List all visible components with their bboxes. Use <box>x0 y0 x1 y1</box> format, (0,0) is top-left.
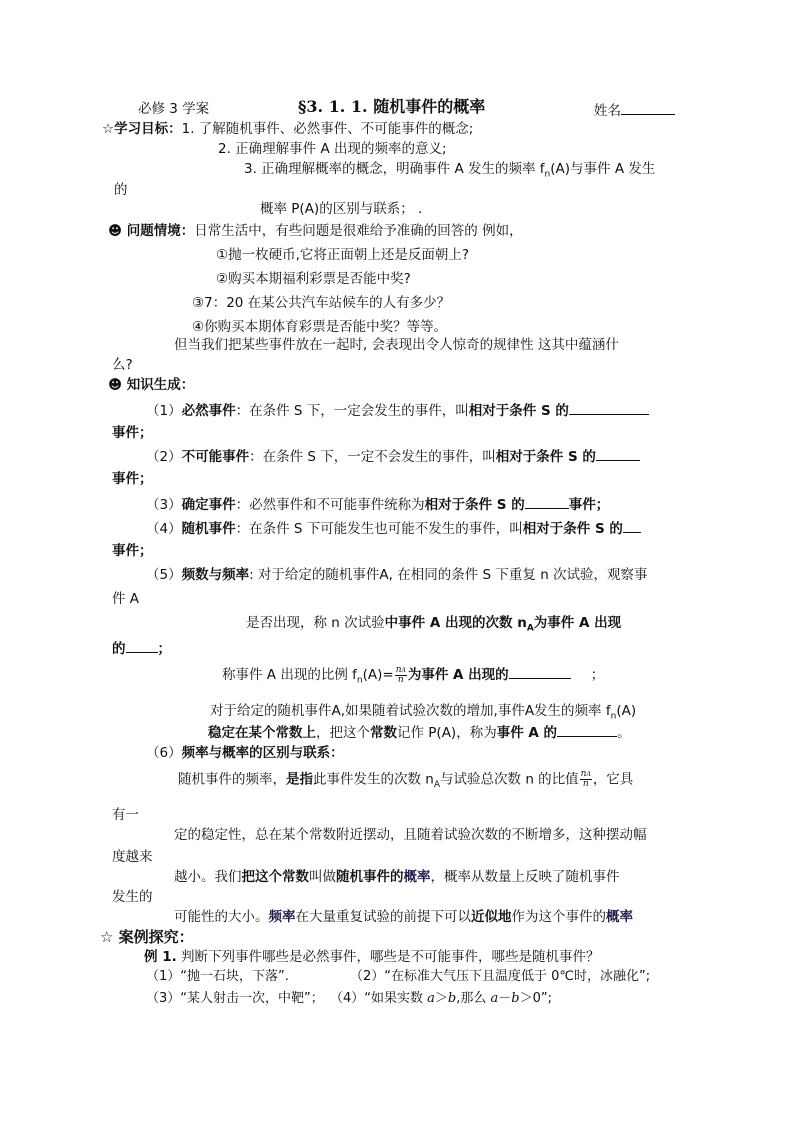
k6-p1-e: ，它具 <box>592 771 634 788</box>
question-2: ②购买本期福利彩票是否能中奖? <box>216 271 411 287</box>
k6-p4-d: 近似地 <box>471 909 512 925</box>
case-1: （1）“抛一石块，下落”. <box>146 969 289 984</box>
k6-p3-f: ，概率从数量上反映了随机事件 <box>430 869 620 885</box>
k5-stab-a: 对于给定的随机事件A,如果随着试验次数的增加,事件A发生的频率 f <box>210 703 611 719</box>
knowledge-2 <box>146 446 640 466</box>
k3-text: ：必然事件和不可能事件统称为 <box>235 497 425 513</box>
k6-p1-sub: A <box>433 780 441 791</box>
k5-stab2-c: 常数 <box>370 725 397 741</box>
k5-line2-b: 中事件 A 出现的次数 n <box>384 615 527 631</box>
knowledge-5-wrap: 件 A <box>112 591 140 607</box>
example-1 <box>144 948 600 966</box>
case-4-var-b: b <box>447 991 457 1006</box>
k5-num: （5） <box>146 567 182 583</box>
case-4-gt: ＞ <box>434 991 448 1006</box>
k3-num: （3） <box>146 497 182 513</box>
k5-ratio-end: ； <box>590 667 605 683</box>
objectives-label: ☆学习目标： <box>102 121 182 137</box>
k3-end: 事件； <box>568 497 610 513</box>
k5-text: : 对于给定的随机事件A, 在相同的条件 S 下重复 n 次试验，观察事 <box>249 567 648 583</box>
k5-stab2-blank <box>557 722 617 737</box>
knowledge-5-stab2 <box>208 722 631 742</box>
case-2: （2）“在标准大气压下且温度低于 0℃时，冰融化”; <box>350 969 651 984</box>
name-label: 姓名 <box>594 103 621 119</box>
k1-blank <box>569 400 649 415</box>
k5-ratio-sub: n <box>356 675 363 686</box>
knowledge-6-p2-wrap: 度越来 <box>112 849 153 865</box>
ratio-denominator: n <box>582 779 589 789</box>
case-3: （3）“某人射击一次，中靶”； <box>146 991 324 1006</box>
k6-p4-e: 作为这个事件的 <box>511 909 606 925</box>
k2-num: （2） <box>146 449 182 465</box>
k6-num: （6） <box>146 745 182 761</box>
k2-blank <box>596 446 640 461</box>
ratio-num: n <box>580 769 587 779</box>
knowledge-6-p1 <box>178 770 633 794</box>
objective-3-cont: 概率 P(A)的区别与联系； . <box>260 201 423 217</box>
k2-text: ：在条件 S 下，一定不会发生的事件，叫 <box>249 449 496 465</box>
situation-intro <box>108 222 523 240</box>
course-label: 必修 3 学案 <box>138 101 210 117</box>
k3-blank <box>525 494 569 509</box>
situation-summary-2: 么? <box>112 357 133 373</box>
ratio-num-sub: A <box>586 771 591 778</box>
cases-label: ☆ 案例探究： <box>100 928 194 946</box>
ratio-fraction <box>580 770 592 789</box>
case-4-then: ,那么 <box>456 991 491 1006</box>
k5-stab2-end: 。 <box>617 725 631 741</box>
case-4-end: ＞0”; <box>519 991 553 1006</box>
k4-term: 随机事件 <box>181 521 236 537</box>
case-4-a: （4）“如果实数 <box>330 991 428 1006</box>
k6-p4-c: 在大量重复试验的前提下可以 <box>295 909 471 925</box>
knowledge-label: ☻ 知识生成： <box>108 377 195 393</box>
frac-num: n <box>395 664 402 675</box>
k5-stab2-e: 事件 A 的 <box>496 725 558 741</box>
k6-p4-b: 频率 <box>268 909 296 925</box>
knowledge-3 <box>146 494 609 514</box>
k5-ratio-blank <box>509 664 571 679</box>
k6-p3-a: 越小。我们 <box>174 869 242 885</box>
situation-text: 日常生活中，有些问题是很难给予准确的回答的 例如， <box>194 223 523 239</box>
objective-3-wrap: 的 <box>114 182 128 198</box>
k6-p3-d: 随机事件的 <box>336 869 404 885</box>
k6-term: 频率与概率的区别与联系 <box>181 745 331 761</box>
knowledge-4-end: 事件； <box>112 543 153 559</box>
k2-term: 不可能事件 <box>181 449 250 465</box>
objective-3-text-a: 3. 正确理解概率的概念，明确事件 A 发生的频率 f <box>244 161 545 177</box>
knowledge-5 <box>146 566 648 584</box>
case-4-var-a2: a <box>490 991 499 1006</box>
knowledge-4 <box>146 518 641 538</box>
situation-summary-1: 但当我们把某些事件放在一起时, 会表现出令人惊奇的规律性 这其中蕴涵什 <box>174 337 619 353</box>
question-3: ③7：20 在某公共汽车站候车的人有多少？ <box>192 295 451 311</box>
k6-p3-c: 叫做 <box>309 869 336 885</box>
k5-line3-end: ； <box>157 641 171 657</box>
objectives-line1 <box>102 120 473 138</box>
case-4-var-a: a <box>427 991 435 1006</box>
k1-term: 必然事件 <box>181 403 236 419</box>
knowledge-6-p1-wrap: 有一 <box>112 807 139 823</box>
k5-ratio-b: (A)= <box>362 667 394 683</box>
k2-rel: 相对于条件 S 的 <box>495 449 596 465</box>
k5-line2-c: 为事件 A 出现 <box>533 615 622 631</box>
objective-2: 2. 正确理解事件 A 出现的频率的意义; <box>218 141 447 157</box>
name-field <box>594 100 675 120</box>
k6-p4-f: 概率 <box>606 909 633 925</box>
knowledge-5-ratio <box>222 664 604 690</box>
fraction-denominator: n <box>397 674 404 685</box>
knowledge-1 <box>146 400 649 420</box>
frequency-fraction <box>395 666 407 685</box>
k4-blank <box>623 518 641 533</box>
k5-stab-b: (A) <box>616 703 637 719</box>
k5-stab2-d: 记作 P(A)，称为 <box>397 725 497 741</box>
knowledge-6 <box>146 744 344 762</box>
k5-ratio-a: 称事件 A 出现的比例 f <box>222 667 357 683</box>
k6-term-end: ： <box>330 745 344 761</box>
objective-3 <box>244 160 655 184</box>
knowledge-6-p3-wrap: 发生的 <box>112 889 153 905</box>
case-4 <box>330 990 552 1008</box>
k6-p1-b: 是指 <box>286 771 313 788</box>
k5-line3-blank <box>126 638 158 653</box>
k4-text: ：在条件 S 下可能发生也可能不发生的事件，叫 <box>235 521 523 537</box>
knowledge-1-end: 事件； <box>112 425 153 441</box>
k6-p1-d: 与试验总次数 n 的比值 <box>440 771 579 788</box>
knowledge-6-p4 <box>174 908 633 926</box>
example-1-label: 例 1. <box>144 949 177 965</box>
k6-p1-a: 随机事件的频率， <box>178 771 286 788</box>
question-4: ④你购买本期体育彩票是否能中奖？等等。 <box>192 319 448 335</box>
example-1-text: 判断下列事件哪些是必然事件，哪些是不可能事件，哪些是随机事件？ <box>176 949 600 965</box>
k3-rel: 相对于条件 S 的 <box>424 497 525 513</box>
question-1: ①抛一枚硬币,它将正面朝上还是反面朝上? <box>216 247 470 263</box>
case-4-var-b2: b <box>511 991 520 1006</box>
situation-label: ☻ 问题情境： <box>108 223 195 239</box>
k1-text: ：在条件 S 下，一定会发生的事件，叫 <box>235 403 469 419</box>
k6-p1-c: 此事件发生的次数 n <box>313 771 434 788</box>
knowledge-5-line3 <box>112 638 171 658</box>
k5-stab2-a: 稳定在某个常数上 <box>208 725 316 741</box>
objective-3-text-b: (A)与事件 A 发生 <box>550 161 656 177</box>
knowledge-6-p3 <box>174 868 620 886</box>
frac-num-sub: A <box>401 666 406 674</box>
k1-num: （1） <box>146 403 182 419</box>
k5-line2-sub: A <box>526 623 534 634</box>
k5-stab-sub: n <box>610 711 617 722</box>
k6-p4-a: 可能性的大小。 <box>174 909 269 925</box>
k4-rel: 相对于条件 S 的 <box>522 521 623 537</box>
knowledge-2-end: 事件； <box>112 471 153 487</box>
k1-rel: 相对于条件 S 的 <box>468 403 569 419</box>
k5-line3: 的 <box>112 641 126 657</box>
name-blank <box>621 100 675 115</box>
k5-stab2-b: ，把这个 <box>316 725 370 741</box>
fraction-numerator <box>395 666 407 676</box>
case-4-minus: － <box>498 991 512 1006</box>
k5-line2-a: 是否出现，称 n 次试验 <box>246 615 385 631</box>
k4-num: （4） <box>146 521 182 537</box>
k6-p3-e: 概率 <box>403 869 431 885</box>
k5-ratio-c: 为事件 A 出现的 <box>407 667 509 683</box>
knowledge-5-line2 <box>246 614 621 638</box>
objective-1: 1. 了解随机事件、必然事件、不可能事件的概念; <box>181 121 474 137</box>
page-title: §3. 1. 1. 随机事件的概率 <box>298 97 486 116</box>
k6-p3-b: 把这个常数 <box>241 869 309 885</box>
k5-term: 频数与频率 <box>181 567 250 583</box>
knowledge-6-p2: 定的稳定性，总在某个常数附近摆动，且随着试验次数的不断增多，这种摆动幅 <box>174 827 647 843</box>
objective-3-sub: n <box>544 169 551 180</box>
k3-term: 确定事件 <box>181 497 236 513</box>
